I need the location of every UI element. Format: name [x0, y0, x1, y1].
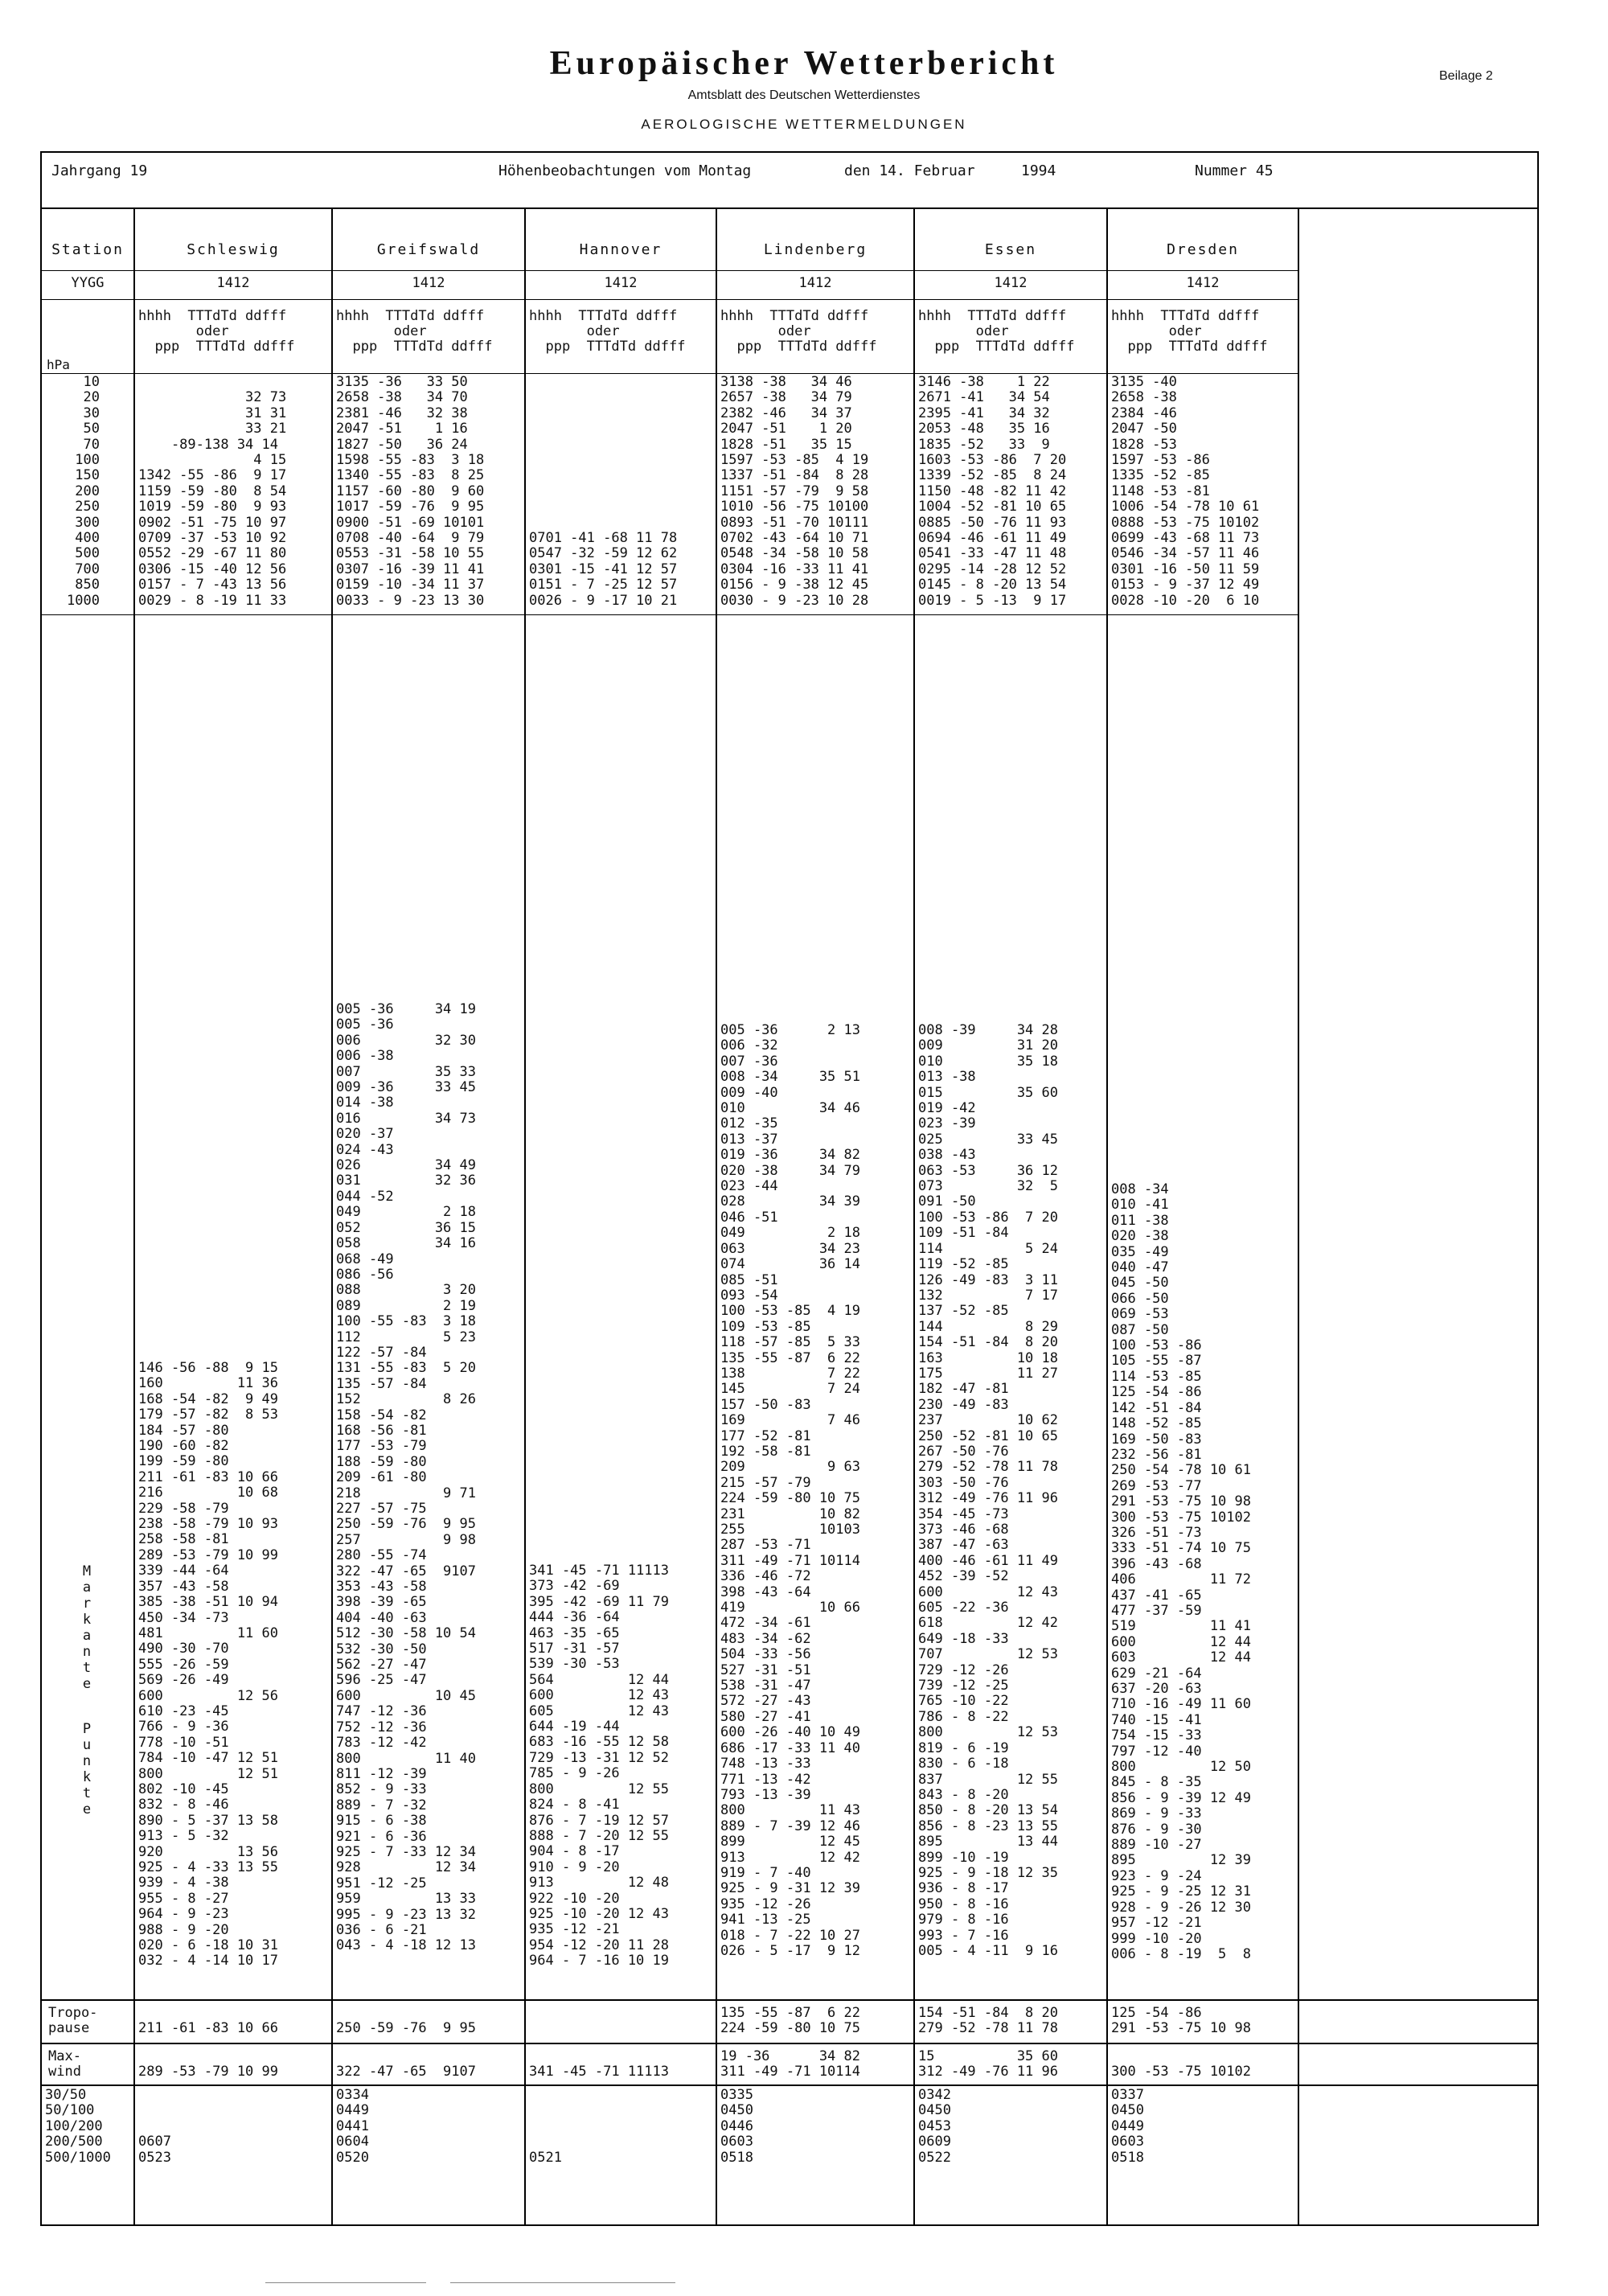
maxwind-data: 15 35 60 312 -49 -76 11 96 — [918, 2048, 1058, 2080]
standard-level-data: 3135 -40 2658 -38 2384 -46 2047 -50 1828 -53 1597 -53 -86 1335 -52 -85 1148 -53 -81 1006 -54 -78 10 61 0888 -53 -75 10102 0699 -43 -68 11 73 0546 -34 -57 11 46 0301 -16 -50 11 59 0153 - 9 -37 12 49 0028 -10 -20 6 10 — [1111, 374, 1260, 609]
shear-level: 30/50 — [45, 2087, 87, 2103]
pressure-level: 10 — [83, 374, 100, 390]
pressure-level: 1000 — [67, 592, 100, 609]
shear-level: 200/500 — [45, 2134, 103, 2150]
station-code: 1412 — [604, 275, 638, 291]
column-header: hhhh TTTdTd ddfff oder ppp TTTdTd ddfff — [918, 308, 1075, 355]
pressure-level: 850 — [75, 577, 100, 594]
station-name: Essen — [984, 241, 1037, 258]
col-divider — [331, 207, 333, 2224]
label-letter: n — [82, 1644, 92, 1660]
beobachtung: Höhenbeobachtungen vom Montag — [498, 162, 752, 179]
scan-mark — [450, 2282, 675, 2283]
shear-data: 0607 0523 — [138, 2134, 171, 2166]
tropopause-data: 250 -59 -76 9 95 — [336, 2020, 476, 2037]
standard-level-data: 3138 -38 34 46 2657 -38 34 79 2382 -46 34 37 2047 -51 1 20 1828 -51 35 15 1597 -53 -85 4 19 1337 -51 -84 8 28 1151 -57 -79 9 58 1010 -56 -75 10100 0893 -51 -70 10111 0702 -43 -64 10 71 0548 -34 -58 10 58 0304 -16 -33 11 41 0156 - 9 -38 12 45 0030 - 9 -23 10 28 — [720, 374, 869, 609]
tropopause-data: 211 -61 -83 10 66 — [138, 2020, 278, 2037]
col-divider — [716, 207, 717, 2224]
beilage-label: Beilage 2 — [1439, 69, 1493, 83]
page-title: Europäischer Wetterbericht — [549, 45, 1059, 82]
col-divider — [1298, 207, 1299, 2224]
significant-levels: 005 -36 2 13 006 -32 007 -36 008 -34 35 51 009 -40 010 34 46 012 -35 013 -37 019 -36 34 82 020 -38 34 79 023 -44 028 34 39 046 -51 049 2 18 063 34 23 074 36 14 085 -51 093 -54 100 -53 -85 4 19 109 -53 -85 118 -57 -85 5 33 135 -55 -87 6 22 138 7 22 145 7 24 157 -50 -83 169 7 46 177 -52 -81 192 -58 -81 209 9 63 215 -57 -79 224 -59 -80 10 75 231 10 82 255 10103 287 -53 -71 311 -49 -71 10114 336 -46 -72 398 -43 -64 419 10 66 472 -34 -61 483 -34 -62 504 -33 -56 527 -31 -51 538 -31 -47 572 -27 -43 580 -27 -41 600 -26 -40 10 49 686 -17 -33 11 40 748 -13 -33 771 -13 -42 793 -13 -39 800 11 43 889 - 7 -39 12 46 899 12 45 913 12 42 919 - 7 -40 925 - 9 -31 12 39 935 -12 -26 941 -13 -25 018 - 7 -22 10 27 026 - 5 -17 9 12 — [720, 1022, 860, 1959]
significant-levels: 146 -56 -88 9 15 160 11 36 168 -54 -82 9 49 179 -57 -82 8 53 184 -57 -80 190 -60 -82 199 -59 -80 211 -61 -83 10 66 216 10 68 229 -58 -79 238 -58 -79 10 93 258 -58 -81 289 -53 -79 10 99 339 -44 -64 357 -43 -58 385 -38 -51 10 94 450 -34 -73 481 11 60 490 -30 -70 555 -26 -59 569 -26 -49 600 12 56 610 -23 -45 766 - 9 -36 778 -10 -51 784 -10 -47 12 51 800 12 51 802 -10 -45 832 - 8 -46 890 - 5 -37 13 58 913 - 5 -32 920 13 56 925 - 4 -33 13 55 939 - 4 -38 955 - 8 -27 964 - 9 -23 988 - 9 -20 020 - 6 -18 10 31 032 - 4 -14 10 17 — [138, 1360, 278, 1969]
pressure-level: 50 — [83, 421, 100, 437]
info-divider — [40, 207, 1539, 209]
station-name: Hannover — [579, 241, 662, 258]
hpa-label: hPa — [47, 357, 70, 372]
significant-levels: 008 -34 010 -41 011 -38 020 -38 035 -49 040 -47 045 -50 066 -50 069 -53 087 -50 100 -53 -86 105 -55 -87 114 -53 -85 125 -54 -86 142 -51 -84 148 -52 -85 169 -50 -83 232 -56 -81 250 -54 -78 10 61 269 -53 -77 291 -53 -75 10 98 300 -53 -75 10102 326 -51 -73 333 -51 -74 10 75 396 -43 -68 406 11 72 437 -41 -65 477 -37 -59 519 11 41 600 12 44 603 12 44 629 -21 -64 637 -20 -63 710 -16 -49 11 60 740 -15 -41 754 -15 -33 797 -12 -40 800 12 50 845 - 8 -35 856 - 9 -39 12 49 869 - 9 -33 876 - 9 -30 889 -10 -27 895 12 39 923 - 9 -24 925 - 9 -25 12 31 928 - 9 -26 12 30 957 -12 -21 999 -10 -20 006 - 8 -19 5 8 — [1111, 1181, 1251, 1962]
pressure-level: 150 — [75, 467, 100, 484]
station-code: 1412 — [798, 275, 832, 291]
label-letter: P — [82, 1721, 92, 1737]
maxwind-label: Max- wind — [48, 2048, 81, 2080]
significant-levels: 005 -36 34 19 005 -36 006 32 30 006 -38 007 35 33 009 -36 33 45 014 -38 016 34 73 020 -37 024 -43 026 34 49 031 32 36 044 -52 049 2 18 052 36 15 058 34 16 068 -49 086 -56 088 3 20 089 2 19 100 -55 -83 3 18 112 5 23 122 -57 -84 131 -55 -83 5 20 135 -57 -84 152 8 26 158 -54 -82 168 -56 -81 177 -53 -79 188 -59 -80 209 -61 -80 218 9 71 227 -57 -75 250 -59 -76 9 95 257 9 98 280 -55 -74 322 -47 -65 9107 353 -43 -58 398 -39 -65 404 -40 -63 512 -30 -58 10 54 532 -30 -50 562 -27 -47 596 -25 -47 600 10 45 747 -12 -36 752 -12 -36 783 -12 -42 800 11 40 811 -12 -39 852 - 9 -33 889 - 7 -32 915 - 6 -38 921 - 6 -36 925 - 7 -33 12 34 928 12 34 951 -12 -25 959 13 33 995 - 9 -23 13 32 036 - 6 -21 043 - 4 -18 12 13 — [336, 1001, 476, 1954]
label-letter: k — [82, 1769, 92, 1785]
shear-data: 0334 0449 0441 0604 0520 — [336, 2087, 369, 2166]
pressure-level: 700 — [75, 561, 100, 577]
column-header: hhhh TTTdTd ddfff oder ppp TTTdTd ddfff — [1111, 308, 1268, 355]
shear-levels — [45, 2088, 111, 2166]
pressure-level: 400 — [75, 530, 100, 547]
datum: den 14. Februar — [844, 162, 975, 179]
column-header: hhhh TTTdTd ddfff oder ppp TTTdTd ddfff — [529, 308, 686, 355]
shear-data: 0335 0450 0446 0603 0518 — [720, 2087, 753, 2166]
label-letter: e — [82, 1676, 92, 1692]
pressure-level: 20 — [83, 389, 100, 406]
label-letter: u — [82, 1737, 92, 1753]
header-sep-a — [40, 270, 1299, 271]
label-letter: e — [82, 1801, 92, 1817]
label-letter: a — [82, 1628, 92, 1644]
column-header: hhhh TTTdTd ddfff oder ppp TTTdTd ddfff — [336, 308, 493, 355]
pressure-level: 300 — [75, 514, 100, 531]
label-letter: r — [82, 1596, 92, 1612]
standard-level-data: 0701 -41 -68 11 78 0547 -32 -59 12 62 0301 -15 -41 12 57 0151 - 7 -25 12 57 0026 - 9 -17 10 21 — [529, 530, 678, 609]
station-name: Schleswig — [187, 241, 280, 258]
shear-level: 50/100 — [45, 2102, 95, 2119]
pressure-level: 200 — [75, 483, 100, 499]
tropopause-data: 154 -51 -84 8 20 279 -52 -78 11 78 — [918, 2005, 1058, 2037]
yygg-label: YYGG — [71, 275, 105, 291]
label-letter: t — [82, 1785, 92, 1801]
standard-level-data-first: 3135 -36 33 50 — [336, 374, 468, 390]
tropo-top — [40, 1999, 1539, 2001]
label-letter: M — [82, 1563, 92, 1579]
standard-level-data: 3146 -38 1 22 2671 -41 34 54 2395 -41 34 32 2053 -48 35 16 1835 -52 33 9 1603 -53 -86 7 20 1339 -52 -85 8 24 1150 -48 -82 11 42 1004 -52 -81 10 65 0885 -50 -76 11 93 0694 -46 -61 11 49 0541 -33 -47 11 48 0295 -14 -28 12 52 0145 - 8 -20 13 54 0019 - 5 -13 9 17 — [918, 374, 1067, 609]
scan-mark — [265, 2282, 426, 2283]
maxwind-data: 300 -53 -75 10102 — [1111, 2064, 1251, 2080]
frame-top — [40, 151, 1539, 153]
shear-level: 100/200 — [45, 2117, 103, 2134]
label-letter: t — [82, 1660, 92, 1676]
station-name: Greifswald — [376, 241, 481, 258]
pressure-level: 100 — [75, 452, 100, 469]
col-divider — [1106, 207, 1108, 2224]
shear-top — [40, 2084, 1539, 2086]
significant-levels: 341 -45 -71 11113 373 -42 -69 395 -42 -69 11 79 444 -36 -64 463 -35 -65 517 -31 -57 539 -30 -53 564 12 44 600 12 43 605 12 43 644 -19 -44 683 -16 -55 12 58 729 -13 -31 12 52 785 - 9 -26 800 12 55 824 - 8 -41 876 - 7 -19 12 57 888 - 7 -20 12 55 904 - 8 -17 910 - 9 -20 913 12 48 922 -10 -20 925 -10 -20 12 43 935 -12 -21 954 -12 -20 11 28 964 - 7 -16 10 19 — [529, 1563, 669, 1969]
station-code: 1412 — [216, 275, 250, 291]
standard-section-bottom — [40, 614, 1299, 615]
section-title: AEROLOGISCHE WETTERMELDUNGEN — [641, 117, 967, 132]
station-code: 1412 — [994, 275, 1028, 291]
col-divider — [524, 207, 526, 2224]
column-header: hhhh TTTdTd ddfff oder ppp TTTdTd ddfff — [138, 308, 295, 355]
station-code: 1412 — [1186, 275, 1220, 291]
nummer: Nummer 45 — [1195, 162, 1274, 179]
maxwind-data: 341 -45 -71 11113 — [529, 2064, 669, 2080]
tropopause-label: Tropo- pause — [48, 2005, 98, 2037]
markante-label — [79, 1563, 95, 1692]
shear-data: 0342 0450 0453 0609 0522 — [918, 2087, 951, 2166]
shear-data: 0337 0450 0449 0603 0518 — [1111, 2087, 1144, 2166]
tropopause-data: 125 -54 -86 291 -53 -75 10 98 — [1111, 2005, 1251, 2037]
pressure-level: 500 — [75, 545, 100, 562]
standard-level-data: 32 73 31 31 33 21 -89-138 34 14 4 15 1342 -55 -86 9 17 1159 -59 -80 8 54 1019 -59 -80 9 93 0902 -51 -75 10 97 0709 -37 -53 10 92 0552 -29 -67 11 80 0306 -15 -40 12 56 0157 - 7 -43 13 56 0029 - 8 -19 11 33 — [138, 389, 287, 609]
frame-bottom — [40, 2224, 1539, 2226]
shear-data: 0521 — [529, 2149, 562, 2166]
shear-level: 500/1000 — [45, 2149, 111, 2166]
label-letter: a — [82, 1579, 92, 1596]
pressure-level: 250 — [75, 499, 100, 515]
jahr: 1994 — [1021, 162, 1056, 179]
maxwind-data: 289 -53 -79 10 99 — [138, 2064, 278, 2080]
pressure-level: 70 — [83, 436, 100, 453]
significant-levels: 008 -39 34 28 009 31 20 010 35 18 013 -38 015 35 60 019 -42 023 -39 025 33 45 038 -43 063 -53 36 12 073 32 5 091 -50 100 -53 -86 7 20 109 -51 -84 114 5 24 119 -52 -85 126 -49 -83 3 11 132 7 17 137 -52 -85 144 8 29 154 -51 -84 8 20 163 10 18 175 11 27 182 -47 -81 230 -49 -83 237 10 62 250 -52 -81 10 65 267 -50 -76 279 -52 -78 11 78 303 -50 -76 312 -49 -76 11 96 354 -45 -73 373 -46 -68 387 -47 -63 400 -46 -61 11 49 452 -39 -52 600 12 43 605 -22 -36 618 12 42 649 -18 -33 707 12 53 729 -12 -26 739 -12 -25 765 -10 -22 786 - 8 -22 800 12 53 819 - 6 -19 830 - 6 -18 837 12 55 843 - 8 -20 850 - 8 -20 13 54 856 - 8 -23 13 55 895 13 44 899 -10 -19 925 - 9 -18 12 35 936 - 8 -17 950 - 8 -16 979 - 8 -16 993 - 7 -16 005 - 4 -11 9 16 — [918, 1022, 1058, 1959]
label-letter: k — [82, 1612, 92, 1628]
punkte-label — [79, 1721, 95, 1817]
col-divider — [913, 207, 915, 2224]
maxwind-data: 19 -36 34 82 311 -49 -71 10114 — [720, 2048, 860, 2080]
station-label: Station — [51, 241, 124, 258]
station-code: 1412 — [412, 275, 445, 291]
maxwind-top — [40, 2043, 1539, 2044]
label-letter: n — [82, 1753, 92, 1769]
tropopause-data: 135 -55 -87 6 22 224 -59 -80 10 75 — [720, 2005, 860, 2037]
maxwind-data: 322 -47 -65 9107 — [336, 2064, 476, 2080]
page-subtitle: Amtsblatt des Deutschen Wetterdienstes — [687, 88, 921, 102]
standard-level-data: 2658 -38 34 70 2381 -46 32 38 2047 -51 1 16 1827 -50 36 24 1598 -55 -83 3 18 1340 -55 -83 8 25 1157 -60 -80 9 60 1017 -59 -76 9 95 0900 -51 -69 10101 0708 -40 -64 9 79 0553 -31 -58 10 55 0307 -16 -39 11 41 0159 -10 -34 11 37 0033 - 9 -23 13 30 — [336, 389, 485, 609]
frame-right — [1537, 151, 1539, 2226]
column-header: hhhh TTTdTd ddfff oder ppp TTTdTd ddfff — [720, 308, 877, 355]
col-divider — [133, 207, 135, 2224]
station-name: Dresden — [1167, 241, 1239, 258]
station-name: Lindenberg — [763, 241, 868, 258]
jahrgang: Jahrgang 19 — [51, 162, 148, 179]
header-sep-b — [40, 299, 1299, 300]
pressure-level: 30 — [83, 405, 100, 421]
pressure-levels — [42, 375, 132, 609]
